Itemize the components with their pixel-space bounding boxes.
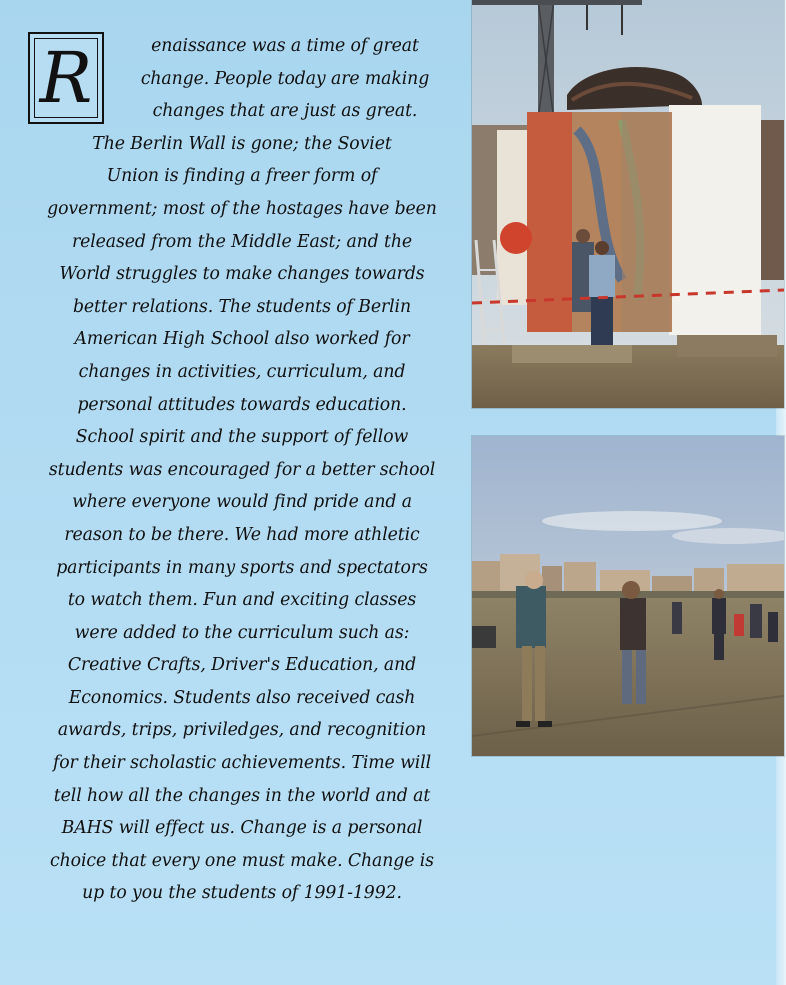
drop-cap-frame [28, 32, 104, 124]
article-line: change. People today are making [140, 68, 430, 89]
article-line: enaissance was a time of great [151, 36, 419, 56]
berlin-field-photo [472, 436, 784, 756]
article-line: up to you the students of 1991-1992. [82, 883, 402, 904]
article-line: reason to be there. We had more athletic [64, 524, 420, 545]
article-line: BAHS will effect us. Change is a personal [61, 818, 423, 839]
article-line: tell how all the changes in the world and at [53, 785, 431, 806]
article-line: choice that every one must make. Change is [50, 850, 434, 871]
article-line: participants in many sports and spectators [56, 557, 428, 578]
article-line: government; most of the hostages have been [47, 198, 437, 219]
article-line: where everyone would find pride and a [72, 492, 412, 513]
article-line: American High School also worked for [74, 329, 410, 350]
article-line: better relations. The students of Berlin [72, 296, 412, 317]
article-line: awards, trips, priviledges, and recognition [57, 720, 427, 741]
article-line: Economics. Students also received cash [68, 687, 416, 708]
drop-cap-letter: R [39, 37, 93, 119]
article-line: were added to the curriculum such as: [74, 622, 410, 643]
article-text [28, 30, 456, 910]
article-line: for their scholastic achievements. Time will [52, 753, 432, 774]
article-line: School spirit and the support of fellow [75, 427, 409, 448]
article-line: The Berlin Wall is gone; the Soviet [92, 133, 392, 154]
article-line: Creative Crafts, Driver's Education, and [67, 655, 417, 676]
article-line: World struggles to make changes towards [59, 264, 425, 285]
article-line: personal attitudes towards education. [77, 394, 407, 415]
article-line: changes in activities, curriculum, and [78, 361, 406, 382]
article-line: to watch them. Fun and exciting classes [67, 590, 417, 611]
article-line: students was encouraged for a better school [48, 459, 436, 480]
article-line: changes that are just as great. [152, 101, 418, 122]
article-line: released from the Middle East; and the [71, 231, 413, 252]
article-body [28, 30, 456, 910]
article-line: Union is finding a freer form of [106, 166, 378, 187]
berlin-wall-segment-photo [472, 0, 784, 408]
